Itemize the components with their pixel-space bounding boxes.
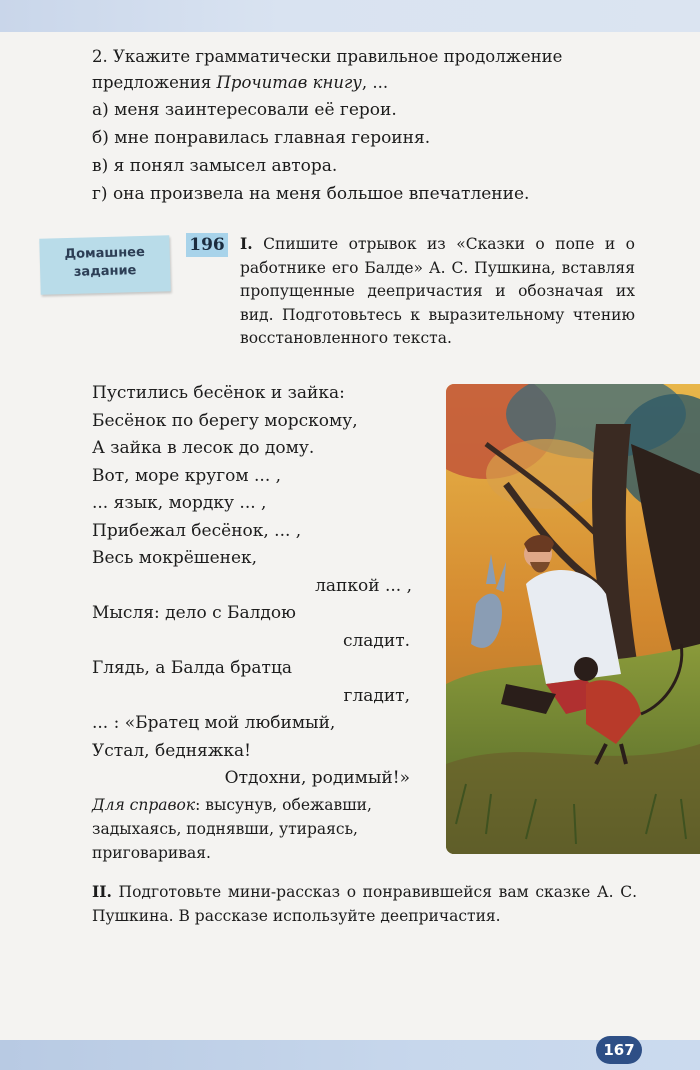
illustration-drawing bbox=[446, 384, 700, 854]
poem-excerpt bbox=[92, 380, 422, 793]
homework-label: Домашнее задание bbox=[39, 235, 170, 294]
poem-line: гладит, bbox=[343, 685, 410, 706]
page-number-badge: 167 bbox=[596, 1036, 642, 1064]
poem-line: Отдохни, родимый!» bbox=[224, 768, 410, 788]
task-2-instructions: II. Подготовьте мини-рассказ о понравившейся вам сказке А. С. Пушкина. В рассказе используйте деепричастия. bbox=[92, 882, 637, 925]
option-d: г) она произвела на меня большое впечатление. bbox=[92, 184, 530, 204]
poem-line: Глядь, а Балда братца bbox=[92, 658, 293, 678]
exercise-2 bbox=[92, 44, 637, 208]
exercise-number-badge: 196 bbox=[186, 233, 228, 257]
fairy-tale-illustration bbox=[446, 384, 700, 854]
option-a: а) меня заинтересовали её герои. bbox=[92, 100, 397, 120]
bottom-color-band bbox=[0, 1040, 700, 1070]
poem-line: Прибежал бесёнок, ... , bbox=[92, 520, 302, 541]
poem-line: ... : «Братец мой любимый, bbox=[92, 713, 336, 733]
option-b: б) мне понравилась главная героиня. bbox=[92, 128, 431, 148]
exercise-2-question: 2. Укажите грамматически правильное продолжение предложения Прочитав книгу, ... bbox=[92, 47, 563, 92]
poem-line: Вот, море кругом ... , bbox=[92, 465, 282, 486]
poem-line: Бесёнок по берегу морскому, bbox=[92, 410, 358, 431]
reference-words: Для справок: высунув, обежавши, задыхаясь, поднявши, утираясь, приговаривая. bbox=[92, 796, 372, 862]
poem-line: сладит. bbox=[342, 630, 410, 651]
poem-line: Пустились бесёнок и зайка: bbox=[92, 383, 345, 403]
option-c: в) я понял замысел автора. bbox=[92, 156, 338, 176]
poem-line: Устал, бедняжка! bbox=[92, 740, 252, 761]
poem-line: ... язык, мордку ... , bbox=[92, 493, 267, 513]
italic-phrase: Прочитав книгу bbox=[216, 73, 362, 92]
poem-line: лапкой ... , bbox=[315, 575, 412, 596]
poem-line: А зайка в лесок до дому. bbox=[92, 438, 315, 458]
poem-line: Мысля: дело с Балдою bbox=[92, 603, 296, 623]
top-color-band bbox=[0, 0, 700, 32]
reference-label: Для справок bbox=[92, 796, 196, 814]
poem-line: Весь мокрёшенек, bbox=[92, 548, 258, 568]
task-1-instructions: I. Спишите отрывок из «Сказки о попе и о работнике его Балде» А. С. Пушкина, вставляя пропущенные деепричастия и обозначая их вид. Подготовьтесь к выразительному чтению восстановленного текста. bbox=[240, 234, 635, 347]
